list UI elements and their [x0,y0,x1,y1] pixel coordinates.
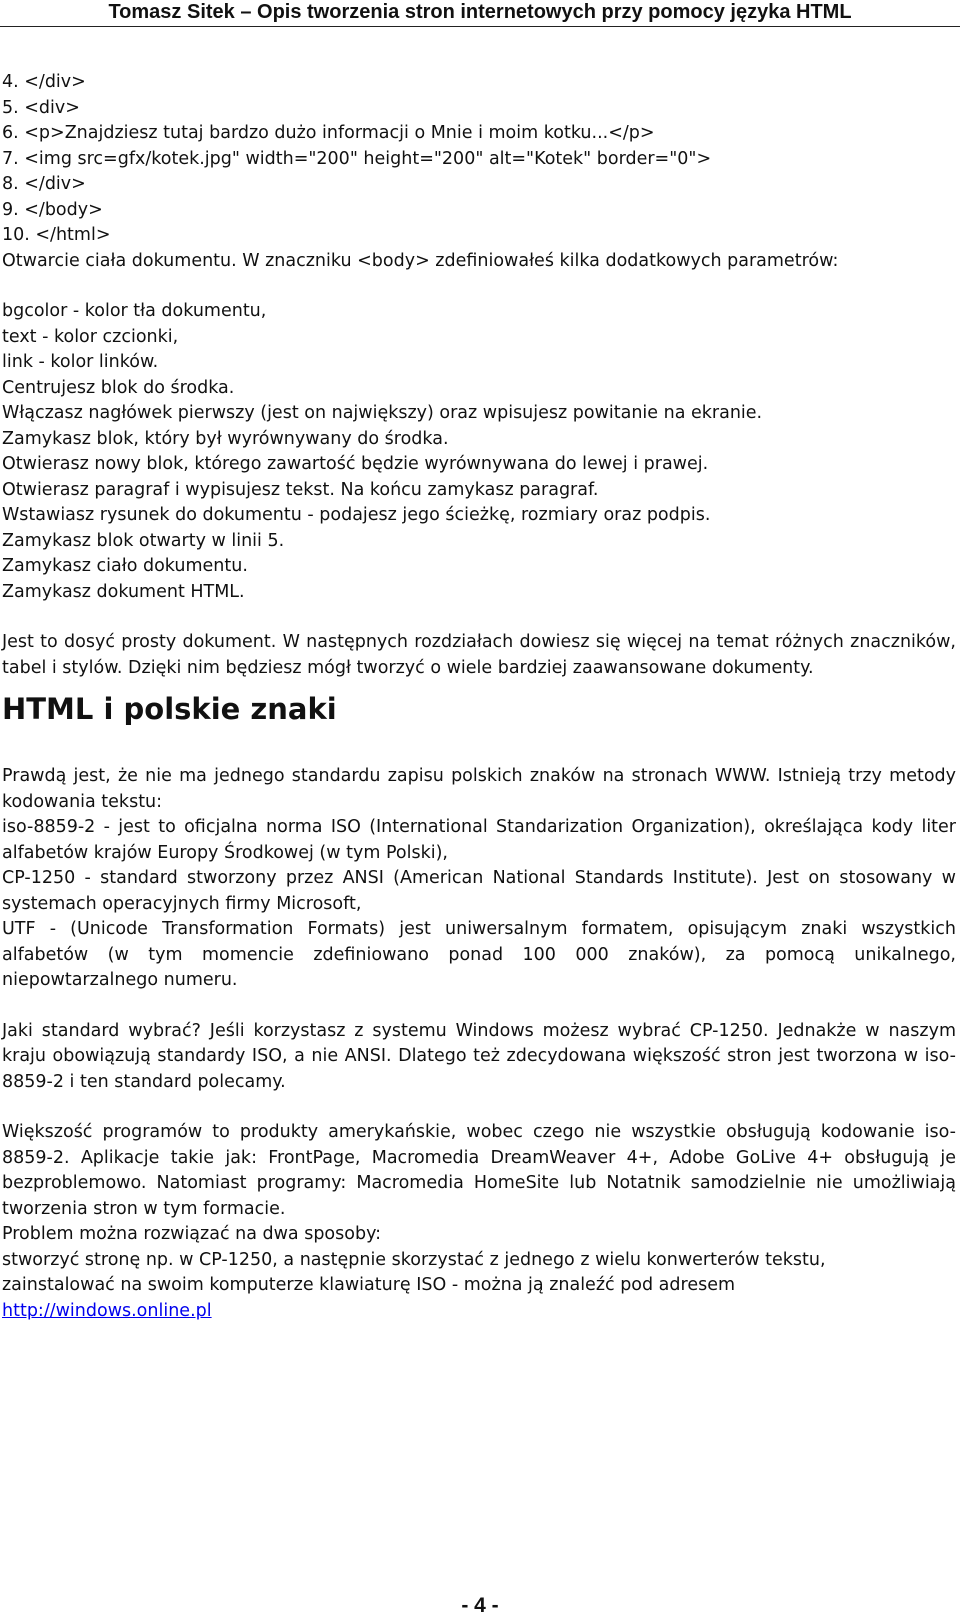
code-line: 4. </div> [2,72,86,92]
code-line: 5. <div> [2,97,80,118]
param-item: bgcolor - kolor tła dokumentu, [2,301,267,321]
param-item: text - kolor czcionki, [2,326,179,347]
encoding-method-item: UTF - (Unicode Transformation Formats) jest uniwersalnym formatem, opisującym znaki wszystkich alfabetów (w tym momencie zdefiniowano ponad 100 000 znaków), za pomocą unikalnego, niepowtarzalnego numeru. [2,919,956,990]
code-line: 6. <p>Znajdziesz tutaj bardzo dużo informacji o Mnie i moim kotku...</p> [2,123,655,143]
code-line: 8. </div> [2,174,86,194]
code-line: 10. </html> [2,225,111,245]
encoding-method-item: iso-8859-2 - jest to oficjalna norma ISO (International Standarization Organization), określająca kody liter alfabetów krajów Europy Środkowej (w tym Polski), [2,817,956,863]
document-title: Tomasz Sitek – Opis tworzenia stron internetowych przy pomocy języka HTML [108,1,852,23]
spacer [2,274,956,299]
body-params-list [2,299,956,376]
code-line: 7. <img src=gfx/kotek.jpg" width="200" height="200" alt="Kotek" border="0"> [2,148,712,169]
body-intro-paragraph: Otwarcie ciała dokumentu. W znaczniku <body> zdefiniowałeś kilka dodatkowych parametrów: [2,250,839,271]
explanation-line: Włączasz nagłówek pierwszy (jest on największy) oraz wpisujesz powitanie na ekranie. [2,403,763,423]
code-line: 9. </body> [2,199,103,220]
explanation-line: Zamykasz dokument HTML. [2,581,245,602]
explanation-line: Zamykasz ciało dokumentu. [2,556,248,576]
section-heading: HTML i polskie znaki [2,692,337,726]
explanations-list [2,376,956,606]
spacer [2,994,956,1019]
link-line [2,1299,956,1325]
windows-online-link[interactable]: http://windows.online.pl [2,1300,212,1321]
standard-choice-paragraph: Jaki standard wybrać? Jeśli korzystasz z systemu Windows możesz wybrać CP-1250. Jednakże w naszym kraju obowiązują standardy ISO, a nie ANSI. Dlatego też zdecydowana większość stron jest tworzona w iso-8859-2 i ten standard polecamy. [2,1020,956,1092]
explanation-line: Wstawiasz rysunek do dokumentu - podajesz jego ścieżkę, rozmiary oraz podpis. [2,505,711,525]
explanation-line: Zamykasz blok otwarty w linii 5. [2,530,285,551]
param-item: link - kolor linków. [2,352,159,372]
programs-paragraph: Większość programów to produkty amerykańskie, wobec czego nie wszystkie obsługują kodowanie iso-8859-2. Aplikacje takie jak: FrontPage, Macromedia DreamWeaver 4+, Adobe GoLive 4+ obsługują je bezproblemowo. Natomiast programy: Macromedia HomeSite lub Notatnik samodzielnie nie umożliwiają tworzenia stron w tym formacie. [2,1122,956,1219]
explanation-line: Zamykasz blok, który był wyrównywany do środka. [2,428,449,449]
code-listing [2,70,956,249]
spacer [2,605,956,630]
solution-item: stworzyć stronę np. w CP-1250, a następnie skorzystać z jednego z wielu konwerterów tekstu, [2,1249,826,1270]
explanation-line: Centrujesz blok do środka. [2,377,235,398]
page-footer [0,1594,960,1618]
problem-intro-line: Problem można rozwiązać na dwa sposoby: [2,1224,382,1244]
encoding-intro-paragraph: Prawdą jest, że nie ma jednego standardu zapisu polskich znaków na stronach WWW. Istnieją trzy metody kodowania tekstu: [2,766,956,812]
solution-item: zainstalować na swoim komputerze klawiaturę ISO - można ją znaleźć pod adresem [2,1275,736,1295]
explanation-line: Otwierasz nowy blok, którego zawartość będzie wyrównywana do lewej i prawej. [2,454,709,474]
spacer [2,1095,956,1120]
running-header [0,0,960,27]
summary-paragraph: Jest to dosyć prosty dokument. W następnych rozdziałach dowiesz się więcej na temat różnych znaczników, tabel i stylów. Dzięki nim będziesz mógł tworzyć o wiele bardziej zaawansowane dokumenty. [2,632,956,678]
encoding-method-item: CP-1250 - standard stworzony przez ANSI (American National Standards Institute). Jest on stosowany w systemach operacyjnych firmy Microsoft, [2,868,956,914]
page-content [2,70,956,1324]
explanation-line: Otwierasz paragraf i wypisujesz tekst. Na końcu zamykasz paragraf. [2,479,599,500]
page-number: - 4 - [461,1594,499,1617]
